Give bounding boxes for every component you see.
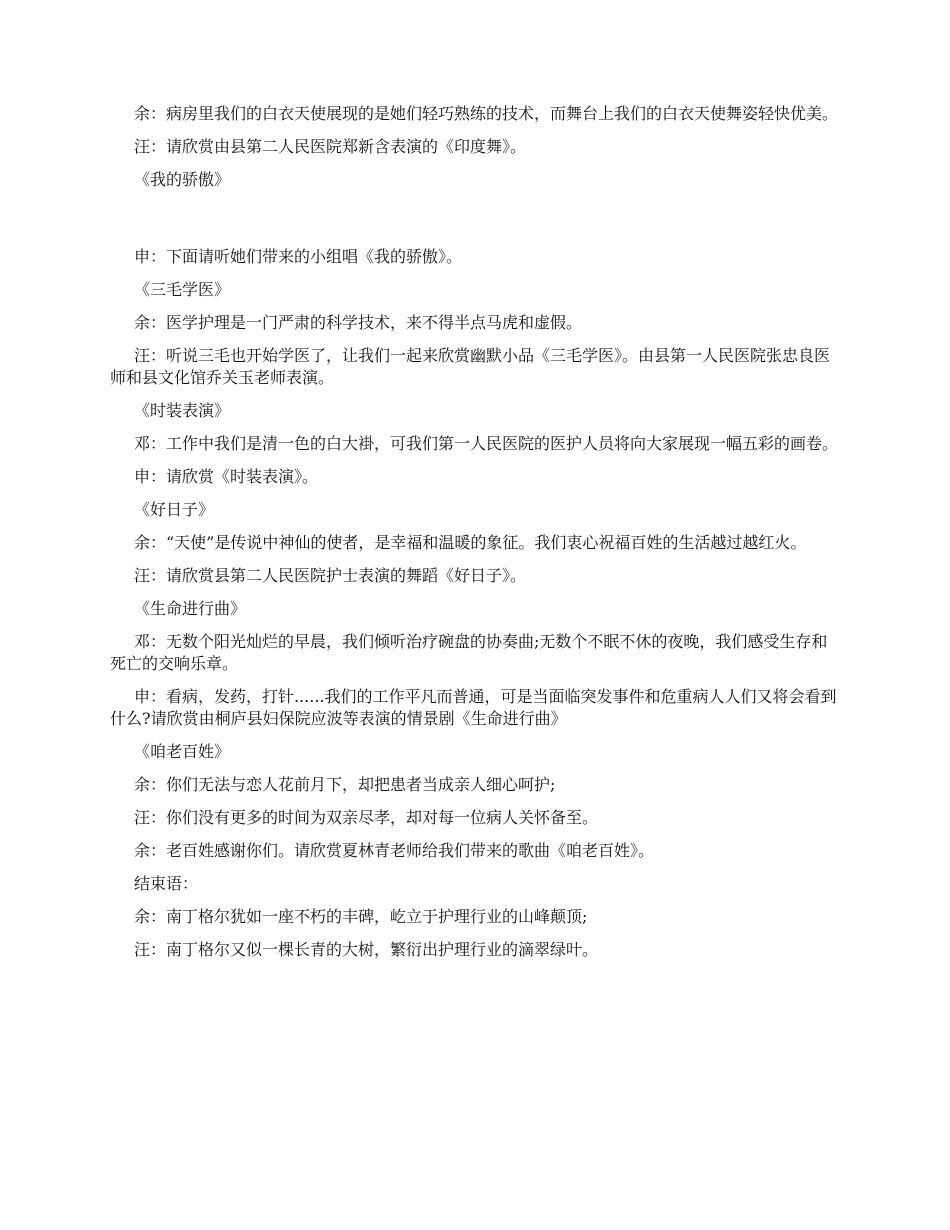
paragraph: 余：老百姓感谢你们。请欣赏夏林青老师给我们带来的歌曲《咱老百姓》。: [134, 841, 655, 860]
paragraph: 申：下面请听她们带来的小组唱《我的骄傲》。: [134, 247, 463, 266]
section-title: 《好日子》: [134, 500, 215, 519]
paragraph: 汪：请欣赏县第二人民医院护士表演的舞蹈《好日子》。: [134, 566, 527, 585]
section-title: 《三毛学医》: [134, 280, 231, 299]
paragraph: 申：请欣赏《时装表演》。: [134, 467, 319, 486]
section-title: 《时装表演》: [134, 401, 231, 420]
paragraph: 汪：请欣赏由县第二人民医院郑新含表演的《印度舞》。: [134, 137, 527, 156]
paragraph: 余：病房里我们的白衣天使展现的是她们轻巧熟练的技术，而舞台上我们的白衣天使舞姿轻快优美。: [134, 104, 839, 123]
paragraph: 汪：听说三毛也开始学医了，让我们一起来欣赏幽默小品《三毛学医》。由县第一人民医院张忠良医师和县文化馆乔关玉老师表演。: [110, 346, 831, 387]
paragraph: 汪：南丁格尔又似一棵长青的大树，繁衍出护理行业的滴翠绿叶。: [134, 940, 599, 959]
paragraph: 余：南丁格尔犹如一座不朽的丰碑，屹立于护理行业的山峰颠顶;: [134, 907, 588, 926]
paragraph: 余：医学护理是一门严肃的科学技术，来不得半点马虎和虚假。: [134, 313, 583, 332]
section-title: 《生命进行曲》: [134, 599, 247, 618]
paragraph: 余：你们无法与恋人花前月下，却把患者当成亲人细心呵护;: [134, 775, 556, 794]
paragraph: 邓：工作中我们是清一色的白大褂，可我们第一人民医院的医护人员将向大家展现一幅五彩的画卷。: [134, 434, 839, 453]
paragraph: 余：“天使”是传说中神仙的使者，是幸福和温暖的象征。我们衷心祝福百姓的生活越过越红火。: [134, 533, 807, 552]
paragraph: 邓：无数个阳光灿烂的早晨，我们倾听治疗碗盘的协奏曲;无数个不眠不休的夜晚，我们感受生存和死亡的交响乐章。: [110, 632, 828, 673]
paragraph: 汪：你们没有更多的时间为双亲尽孝，却对每一位病人关怀备至。: [134, 808, 599, 827]
document-page: [110, 103, 840, 972]
section-title: 《我的骄傲》: [134, 170, 231, 189]
paragraph: 申：看病，发药，打针......我们的工作平凡而普通，可是当面临突发事件和危重病人人们又将会看到什么?请欣赏由桐庐县妇保院应波等表演的情景剧《生命进行曲》: [110, 687, 837, 728]
section-title: 《咱老百姓》: [134, 742, 231, 761]
section-title: 结束语：: [134, 874, 199, 893]
